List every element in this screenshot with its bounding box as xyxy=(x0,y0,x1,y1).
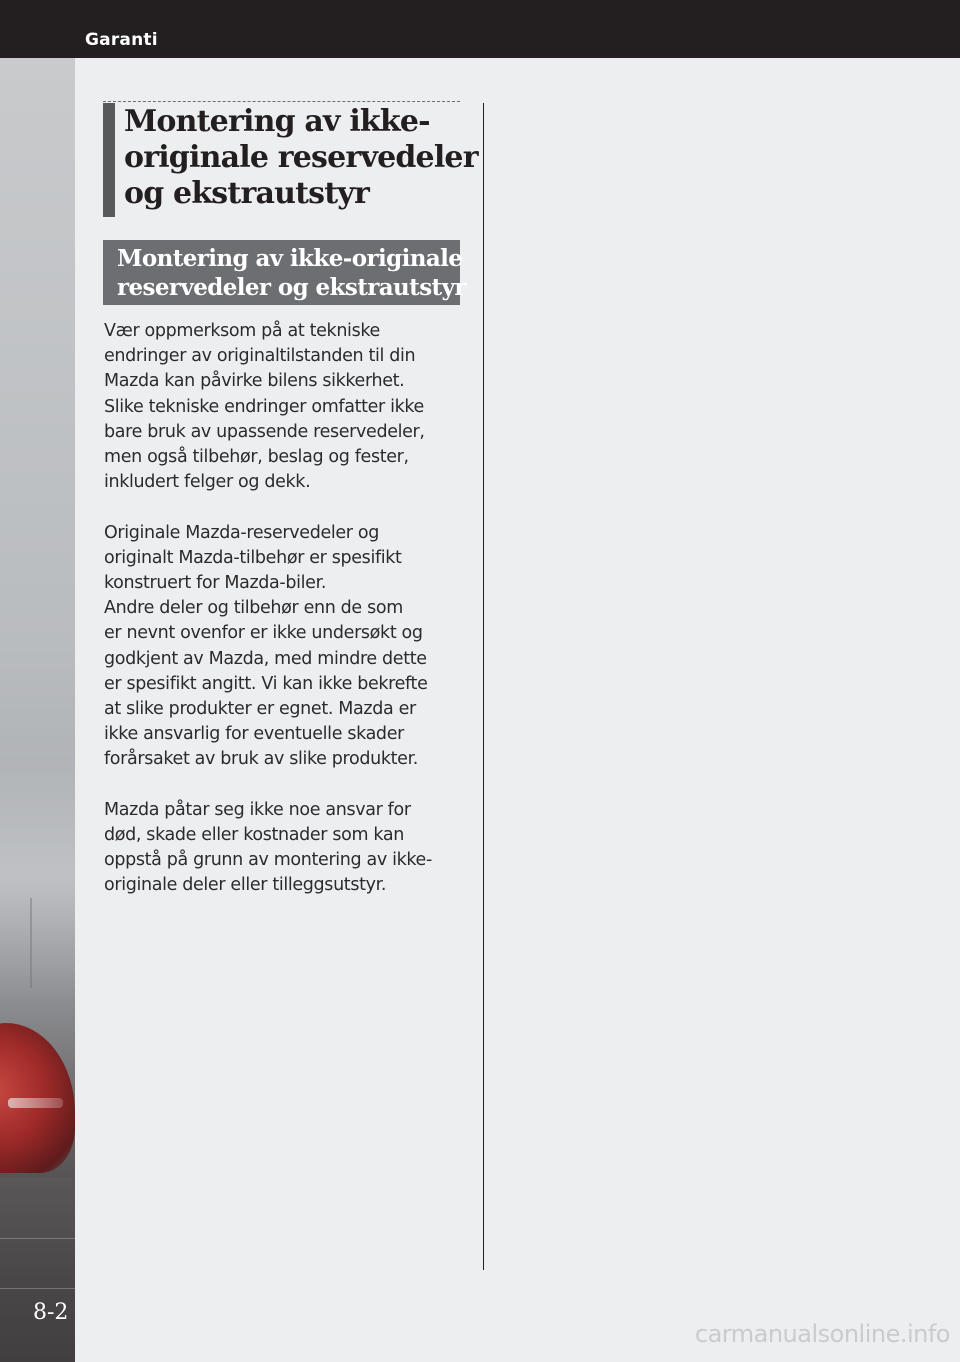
text-line: Mazda kan påvirke bilens sikkerhet. xyxy=(104,371,405,392)
text-line: godkjent av Mazda, med mindre dette xyxy=(104,648,427,669)
paragraph-original-parts xyxy=(104,521,476,773)
title-dotted-rule xyxy=(103,101,460,102)
photo-car-headlight xyxy=(8,1098,63,1108)
section-subtitle xyxy=(117,244,466,302)
photo-pole xyxy=(30,898,32,988)
text-line: Andre deler og tilbehør enn de som xyxy=(104,598,403,619)
watermark: carmanualsonline.info xyxy=(694,1320,950,1348)
side-photo-strip xyxy=(0,58,75,1362)
text-line: men også tilbehør, beslag og fester, xyxy=(104,447,409,468)
text-line: forårsaket av bruk av slike produkter. xyxy=(104,749,419,770)
title-accent-bar xyxy=(103,103,115,217)
text-line: er nevnt ovenfor er ikke undersøkt og xyxy=(104,623,423,644)
subtitle-line: reservedeler og ekstrautstyr xyxy=(117,274,466,301)
photo-fog xyxy=(0,758,75,998)
paragraph-liability xyxy=(104,798,476,899)
text-line: ikke ansvarlig for eventuelle skader xyxy=(104,724,404,745)
text-line: oppstå på grunn av montering av ikke- xyxy=(104,850,432,871)
text-line: Mazda påtar seg ikke noe ansvar for xyxy=(104,799,411,820)
text-line: er spesifikt angitt. Vi kan ikke bekrefte xyxy=(104,673,428,694)
text-line: originale deler eller tilleggsutstyr. xyxy=(104,875,387,896)
text-line: Vær oppmerksom på at tekniske xyxy=(104,321,380,341)
body-text xyxy=(104,319,476,924)
text-line: originalt Mazda-tilbehør er spesifikt xyxy=(104,547,402,568)
section-label: Garanti xyxy=(85,30,158,50)
text-line: Originale Mazda-reservedeler og xyxy=(104,522,379,543)
page-number: 8-2 xyxy=(33,1300,69,1325)
text-line: Slike tekniske endringer omfatter ikke xyxy=(104,396,424,417)
photo-road-line xyxy=(0,1288,75,1289)
subtitle-line: Montering av ikke-originale xyxy=(117,245,463,272)
text-line: konstruert for Mazda-biler. xyxy=(104,573,327,594)
text-line: at slike produkter er egnet. Mazda er xyxy=(104,699,416,720)
title-line: originale reservedeler xyxy=(124,140,478,175)
title-line: Montering av ikke- xyxy=(124,104,430,139)
column-divider xyxy=(483,103,484,1270)
text-line: bare bruk av upassende reservedeler, xyxy=(104,421,425,442)
photo-road-line xyxy=(0,1238,75,1239)
page-title xyxy=(124,104,478,212)
paragraph-safety xyxy=(104,319,476,495)
photo-ground xyxy=(0,1178,75,1362)
text-line: endringer av originaltilstanden til din xyxy=(104,346,416,367)
text-line: inkludert felger og dekk. xyxy=(104,472,311,493)
title-line: og ekstrautstyr xyxy=(124,176,369,211)
text-line: død, skade eller kostnader som kan xyxy=(104,825,404,846)
